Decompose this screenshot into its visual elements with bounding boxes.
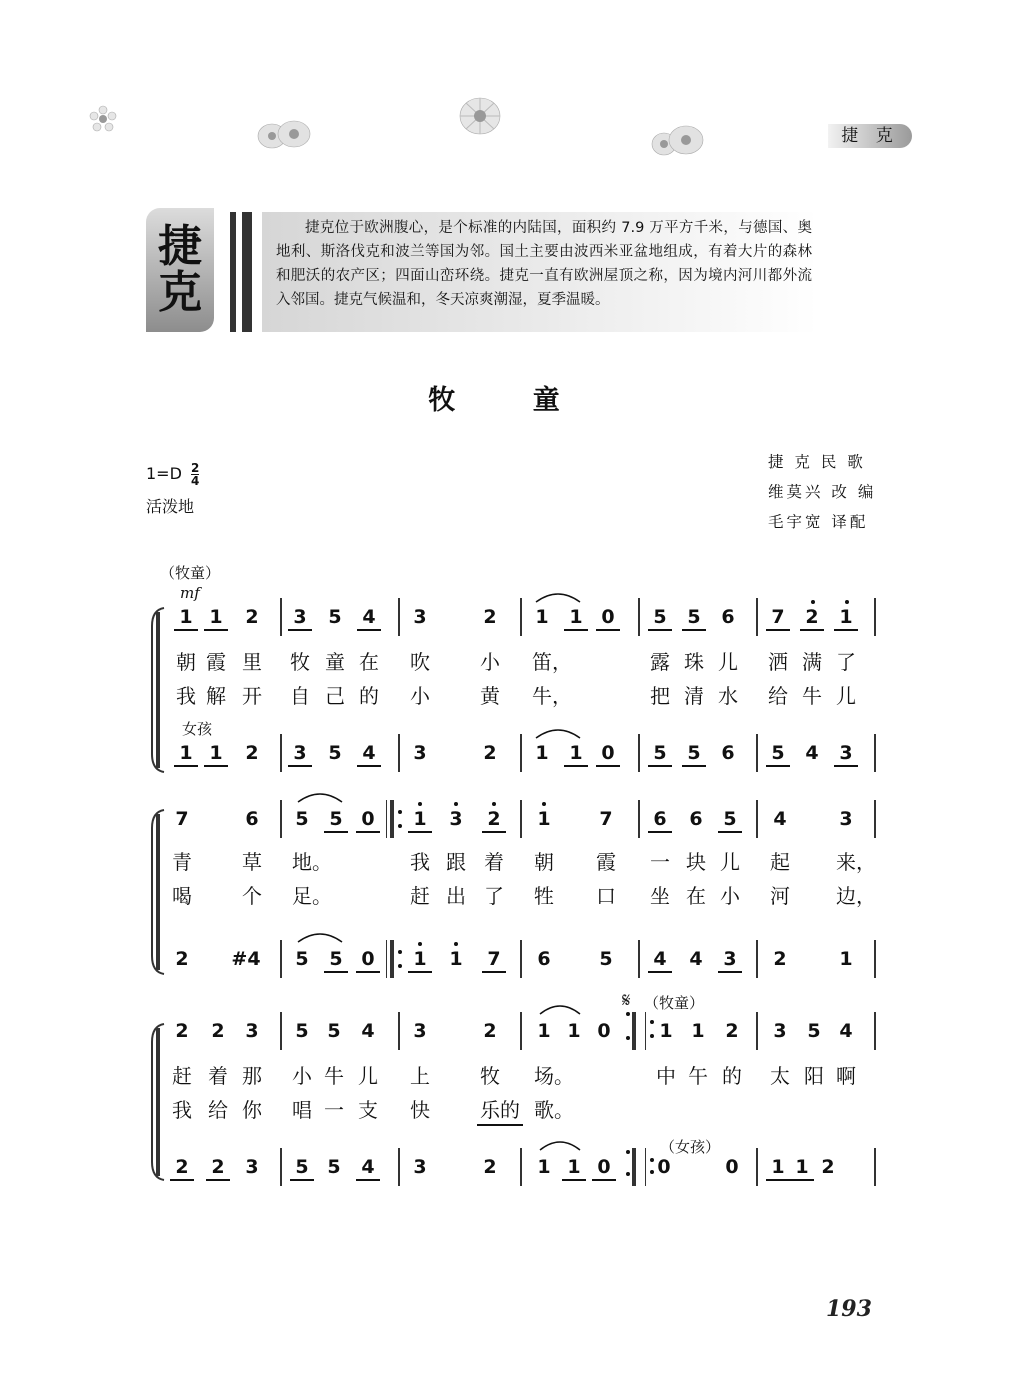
tie-arc bbox=[538, 1138, 582, 1152]
repeat-dot bbox=[626, 1172, 630, 1176]
note: 0 bbox=[592, 1156, 616, 1181]
lyric-char: 着 bbox=[208, 1064, 228, 1088]
lyric-char: 小 bbox=[720, 884, 740, 908]
note: 5 bbox=[718, 808, 742, 833]
note: 1 bbox=[408, 948, 432, 973]
key-label: 1=D bbox=[146, 464, 182, 483]
time-denominator: 4 bbox=[191, 474, 200, 488]
lyric-char: 乐的 bbox=[477, 1094, 523, 1126]
octave-dot bbox=[454, 802, 458, 806]
note: 1 bbox=[537, 808, 551, 830]
lower-voice-row bbox=[0, 742, 1022, 770]
song-title: 牧 童 bbox=[428, 385, 594, 416]
note: 4 bbox=[356, 1156, 380, 1181]
repeat-barline bbox=[632, 1012, 646, 1050]
lyric-char: 我 bbox=[176, 684, 196, 708]
note: 0 bbox=[596, 606, 620, 631]
note: 4 bbox=[773, 808, 787, 830]
note: 7 bbox=[599, 808, 613, 830]
note: 2 bbox=[245, 606, 259, 628]
repeat-dot bbox=[626, 1012, 630, 1016]
note: 1 bbox=[174, 606, 198, 631]
note: 6 bbox=[721, 742, 735, 764]
lyric-char: 你 bbox=[242, 1098, 262, 1122]
note: 3 bbox=[413, 1020, 427, 1042]
repeat-dot bbox=[398, 824, 402, 828]
lyric-char: 清 bbox=[684, 684, 704, 708]
lyric-char: 歌。 bbox=[534, 1098, 574, 1122]
lyric-char: 支 bbox=[358, 1098, 378, 1122]
lyric-char: 我 bbox=[410, 850, 430, 874]
note: 1 bbox=[659, 1020, 673, 1042]
note: 3 bbox=[718, 948, 742, 973]
note: 4 bbox=[839, 1020, 853, 1042]
upper-voice-row bbox=[0, 606, 1022, 634]
lyric-char: 小 bbox=[292, 1064, 312, 1088]
note: 6 bbox=[689, 808, 703, 830]
repeat-dot bbox=[650, 1034, 654, 1038]
credit-arranger: 维莫兴 改 编 bbox=[768, 483, 877, 501]
lyric-char: 喝 bbox=[172, 884, 192, 908]
divider-bar bbox=[230, 212, 236, 332]
note: 5 bbox=[682, 606, 706, 631]
lyric-char: 给 bbox=[768, 684, 788, 708]
repeat-start-barline bbox=[386, 940, 394, 978]
barline bbox=[280, 940, 282, 978]
note: 3 bbox=[413, 606, 427, 628]
barline bbox=[638, 800, 640, 838]
daisy-decoration-icon bbox=[254, 118, 314, 154]
tie-arc bbox=[538, 1002, 582, 1016]
barline bbox=[874, 800, 876, 838]
note: 3 bbox=[288, 742, 312, 767]
barline bbox=[280, 734, 282, 772]
note: 1 bbox=[562, 1156, 586, 1181]
note: #4 bbox=[231, 948, 261, 970]
note: 2 bbox=[211, 1020, 225, 1042]
daisy-decoration-icon bbox=[88, 104, 118, 134]
note: 5 bbox=[324, 948, 348, 973]
note: 2 bbox=[206, 1156, 230, 1181]
note: 3 bbox=[288, 606, 312, 631]
lyric-char: 朝 bbox=[534, 850, 554, 874]
note: 5 bbox=[328, 606, 342, 628]
note: 1 bbox=[174, 742, 198, 767]
lyric-char: 把 bbox=[650, 684, 670, 708]
note: 6 bbox=[721, 606, 735, 628]
tie-arc bbox=[534, 726, 582, 740]
divider-bar bbox=[242, 212, 252, 332]
lyric-char: 儿 bbox=[718, 650, 738, 674]
lyric-char: 草 bbox=[242, 850, 262, 874]
lyric-char: 青 bbox=[172, 850, 192, 874]
note: 6 bbox=[245, 808, 259, 830]
lyric-char: 黄 bbox=[480, 684, 500, 708]
lyric-char: 来， bbox=[836, 850, 876, 874]
note: 2 bbox=[170, 1156, 194, 1181]
note: 4 bbox=[689, 948, 703, 970]
credit-translator: 毛宇宽 译配 bbox=[768, 513, 869, 531]
role-label: （女孩） bbox=[660, 1138, 721, 1156]
lyric-char: 阳 bbox=[804, 1064, 824, 1088]
barline bbox=[874, 598, 876, 636]
note: 1 bbox=[790, 1156, 814, 1181]
repeat-dot bbox=[650, 1158, 654, 1162]
octave-dot bbox=[492, 802, 496, 806]
note: 5 bbox=[328, 742, 342, 764]
lyric-char: 口 bbox=[596, 884, 616, 908]
lyric-char: 啊 bbox=[836, 1064, 856, 1088]
octave-dot bbox=[845, 600, 849, 604]
note: 3 bbox=[449, 808, 463, 830]
note: 2 bbox=[725, 1020, 739, 1042]
note: 1 bbox=[204, 606, 228, 631]
note: 6 bbox=[537, 948, 551, 970]
lyric-verse-1 bbox=[0, 846, 1022, 874]
barline bbox=[398, 734, 400, 772]
note: 1 bbox=[537, 1020, 551, 1042]
lyric-char: 己 bbox=[325, 684, 345, 708]
lyric-char: 的 bbox=[359, 684, 379, 708]
note: 5 bbox=[648, 742, 672, 767]
lower-voice-row bbox=[0, 948, 1022, 976]
note: 7 bbox=[766, 606, 790, 631]
note: 1 bbox=[564, 606, 588, 631]
lyric-char: 起 bbox=[770, 850, 790, 874]
lyric-char: 坐 bbox=[650, 884, 670, 908]
note: 2 bbox=[482, 808, 506, 833]
note: 5 bbox=[295, 948, 309, 970]
barline bbox=[520, 800, 522, 838]
lyric-char: 午 bbox=[688, 1064, 708, 1088]
lyric-char: 出 bbox=[446, 884, 466, 908]
barline bbox=[280, 800, 282, 838]
lyric-char: 着 bbox=[484, 850, 504, 874]
note: 2 bbox=[175, 948, 189, 970]
category-tab: 捷 克 bbox=[828, 124, 912, 148]
lyric-char: 个 bbox=[242, 884, 262, 908]
upper-voice-row bbox=[0, 1020, 1022, 1048]
lyric-char: 朝 bbox=[176, 650, 196, 674]
note: 2 bbox=[483, 1156, 497, 1178]
lyric-char: 霞 bbox=[596, 850, 616, 874]
lyric-char: 里 bbox=[242, 650, 262, 674]
lyric-char: 上 bbox=[410, 1064, 430, 1088]
note: 5 bbox=[807, 1020, 821, 1042]
lyric-char: 儿 bbox=[836, 684, 856, 708]
note: 1 bbox=[834, 606, 858, 631]
lyric-verse-1 bbox=[0, 646, 1022, 674]
lyric-char: 解 bbox=[206, 684, 226, 708]
note: 2 bbox=[800, 606, 824, 631]
note: 2 bbox=[821, 1156, 835, 1178]
barline bbox=[398, 1012, 400, 1050]
octave-dot bbox=[454, 942, 458, 946]
lyric-verse-2 bbox=[0, 1094, 1022, 1122]
note: 5 bbox=[682, 742, 706, 767]
barline bbox=[874, 1012, 876, 1050]
tie-arc bbox=[296, 790, 344, 804]
lyric-char: 童 bbox=[325, 650, 345, 674]
note: 1 bbox=[535, 606, 549, 628]
note: 4 bbox=[357, 742, 381, 767]
page-number: 193 bbox=[826, 1296, 872, 1322]
note: 3 bbox=[413, 742, 427, 764]
credit-origin: 捷 克 民 歌 bbox=[768, 453, 866, 471]
note: 1 bbox=[564, 742, 588, 767]
country-name: 捷克 bbox=[158, 221, 202, 318]
octave-dot bbox=[811, 600, 815, 604]
note: 0 bbox=[597, 1020, 611, 1042]
note: 1 bbox=[449, 948, 463, 970]
lyric-char: 开 bbox=[242, 684, 262, 708]
lyric-char: 唱 bbox=[292, 1098, 312, 1122]
barline bbox=[874, 734, 876, 772]
note: 2 bbox=[483, 742, 497, 764]
lyric-char: 场。 bbox=[534, 1064, 574, 1088]
role-label: （牧童） bbox=[644, 994, 705, 1012]
upper-voice-row bbox=[0, 808, 1022, 836]
note: 5 bbox=[295, 808, 309, 830]
key-signature bbox=[146, 462, 199, 487]
note: 1 bbox=[766, 1156, 790, 1181]
lyric-verse-2 bbox=[0, 880, 1022, 908]
lyric-char: 我 bbox=[172, 1098, 192, 1122]
note: 3 bbox=[245, 1156, 259, 1178]
lyric-char: 牛 bbox=[802, 684, 822, 708]
country-intro: 捷克位于欧洲腹心，是个标准的内陆国，面积约 7.9 万平方千米，与德国、奥地利、斯洛伐克和波兰等国为邻。国土主要由波西米亚盆地组成，有着大片的森林和肥沃的农产区；四面山峦环绕。捷克一直有欧洲屋顶之称，因为境内河川都外流入邻国。捷克气候温和，冬天凉爽潮湿，夏季温暖。 bbox=[276, 220, 812, 308]
octave-dot bbox=[542, 802, 546, 806]
note: 7 bbox=[175, 808, 189, 830]
lyric-char: 那 bbox=[242, 1064, 262, 1088]
barline bbox=[756, 1012, 758, 1050]
time-numerator: 2 bbox=[191, 461, 200, 475]
barline bbox=[638, 598, 640, 636]
note: 1 bbox=[535, 742, 549, 764]
lyric-char: 露 bbox=[650, 650, 670, 674]
note: 1 bbox=[839, 948, 853, 970]
barline bbox=[756, 598, 758, 636]
lyric-char: 洒 bbox=[768, 650, 788, 674]
lyric-char: 赶 bbox=[410, 884, 430, 908]
lyric-char: 块 bbox=[686, 850, 706, 874]
lyric-char: 快 bbox=[410, 1098, 430, 1122]
repeat-start-barline bbox=[386, 800, 394, 838]
note: 5 bbox=[327, 1020, 341, 1042]
lyric-char: 在 bbox=[359, 650, 379, 674]
octave-dot bbox=[418, 802, 422, 806]
lyric-char: 给 bbox=[208, 1098, 228, 1122]
barline bbox=[398, 1148, 400, 1186]
repeat-dot bbox=[626, 1150, 630, 1154]
lyric-char: 牲 bbox=[534, 884, 554, 908]
note: 2 bbox=[483, 606, 497, 628]
lower-voice-row bbox=[0, 1156, 1022, 1184]
lyric-char: 小 bbox=[410, 684, 430, 708]
note: 0 bbox=[657, 1156, 671, 1178]
barline bbox=[874, 940, 876, 978]
daisy-decoration-icon bbox=[648, 124, 708, 160]
note: 0 bbox=[725, 1156, 739, 1178]
lyric-char: 儿 bbox=[358, 1064, 378, 1088]
note: 5 bbox=[599, 948, 613, 970]
lyric-char: 一 bbox=[324, 1098, 344, 1122]
barline bbox=[398, 598, 400, 636]
barline bbox=[756, 1148, 758, 1186]
barline bbox=[638, 940, 640, 978]
lyric-char: 牧 bbox=[290, 650, 310, 674]
note: 0 bbox=[596, 742, 620, 767]
lyric-char: 足。 bbox=[292, 884, 332, 908]
note: 5 bbox=[290, 1156, 314, 1181]
note: 5 bbox=[648, 606, 672, 631]
barline bbox=[874, 1148, 876, 1186]
barline bbox=[756, 734, 758, 772]
note: 6 bbox=[648, 808, 672, 833]
lyric-char: 了 bbox=[484, 884, 504, 908]
note: 2 bbox=[245, 742, 259, 764]
barline bbox=[520, 1012, 522, 1050]
lyric-verse-2 bbox=[0, 680, 1022, 708]
lyric-char: 在 bbox=[686, 884, 706, 908]
barline bbox=[280, 598, 282, 636]
lyric-char: 牧 bbox=[480, 1064, 500, 1088]
lyric-char: 牛， bbox=[532, 684, 572, 708]
repeat-barline bbox=[632, 1148, 646, 1186]
note: 3 bbox=[413, 1156, 427, 1178]
note: 1 bbox=[567, 1020, 581, 1042]
lyric-char: 儿 bbox=[720, 850, 740, 874]
note: 1 bbox=[537, 1156, 551, 1178]
note: 0 bbox=[356, 808, 380, 833]
lyric-char: 跟 bbox=[446, 850, 466, 874]
lyric-char: 小 bbox=[480, 650, 500, 674]
dynamics-marking: mf bbox=[180, 584, 200, 602]
barline bbox=[756, 800, 758, 838]
note: 7 bbox=[482, 948, 506, 973]
note: 5 bbox=[766, 742, 790, 767]
note: 4 bbox=[357, 606, 381, 631]
note: 4 bbox=[648, 948, 672, 973]
lyric-verse-1 bbox=[0, 1060, 1022, 1088]
barline bbox=[520, 940, 522, 978]
lyric-char: 吹 bbox=[410, 650, 430, 674]
barline bbox=[280, 1148, 282, 1186]
lyric-char: 太 bbox=[770, 1064, 790, 1088]
lyric-char: 地。 bbox=[292, 850, 332, 874]
note: 1 bbox=[204, 742, 228, 767]
note: 3 bbox=[245, 1020, 259, 1042]
note: 5 bbox=[295, 1020, 309, 1042]
lyric-char: 满 bbox=[802, 650, 822, 674]
lyric-char: 牛 bbox=[324, 1064, 344, 1088]
lyric-char: 珠 bbox=[684, 650, 704, 674]
repeat-dot bbox=[650, 1170, 654, 1174]
note: 5 bbox=[327, 1156, 341, 1178]
repeat-dot bbox=[398, 810, 402, 814]
lyric-char: 了 bbox=[836, 650, 856, 674]
daisy-decoration-icon bbox=[456, 94, 504, 138]
role-label: （牧童） bbox=[160, 564, 221, 582]
tie-arc bbox=[296, 930, 344, 944]
barline bbox=[520, 1148, 522, 1186]
lyric-char: 中 bbox=[656, 1064, 676, 1088]
barline bbox=[520, 598, 522, 636]
repeat-dot bbox=[398, 950, 402, 954]
note: 2 bbox=[483, 1020, 497, 1042]
repeat-dot bbox=[650, 1020, 654, 1024]
lyric-char: 水 bbox=[718, 684, 738, 708]
note: 1 bbox=[691, 1020, 705, 1042]
tempo-marking: 活泼地 bbox=[146, 497, 195, 516]
note: 3 bbox=[834, 742, 858, 767]
note: 4 bbox=[361, 1020, 375, 1042]
lyric-char: 赶 bbox=[172, 1064, 192, 1088]
note: 2 bbox=[773, 948, 787, 970]
repeat-dot bbox=[626, 1036, 630, 1040]
barline bbox=[280, 1012, 282, 1050]
lyric-char: 霞 bbox=[206, 650, 226, 674]
octave-dot bbox=[418, 942, 422, 946]
barline bbox=[520, 734, 522, 772]
barline bbox=[638, 734, 640, 772]
lyric-char: 一 bbox=[650, 850, 670, 874]
repeat-dot bbox=[398, 964, 402, 968]
note: 5 bbox=[324, 808, 348, 833]
tie-arc bbox=[534, 590, 582, 604]
segno-icon: 𝄋 bbox=[622, 988, 631, 1012]
role-label: 女孩 bbox=[182, 720, 213, 738]
lyric-char: 的 bbox=[722, 1064, 742, 1088]
note: 3 bbox=[839, 808, 853, 830]
note: 3 bbox=[773, 1020, 787, 1042]
lyric-char: 河 bbox=[770, 884, 790, 908]
lyric-char: 笛， bbox=[532, 650, 572, 674]
lyric-char: 边， bbox=[836, 884, 876, 908]
barline bbox=[756, 940, 758, 978]
note: 0 bbox=[356, 948, 380, 973]
note: 1 bbox=[408, 808, 432, 833]
note: 2 bbox=[175, 1020, 189, 1042]
lyric-char: 自 bbox=[290, 684, 310, 708]
note: 4 bbox=[805, 742, 819, 764]
